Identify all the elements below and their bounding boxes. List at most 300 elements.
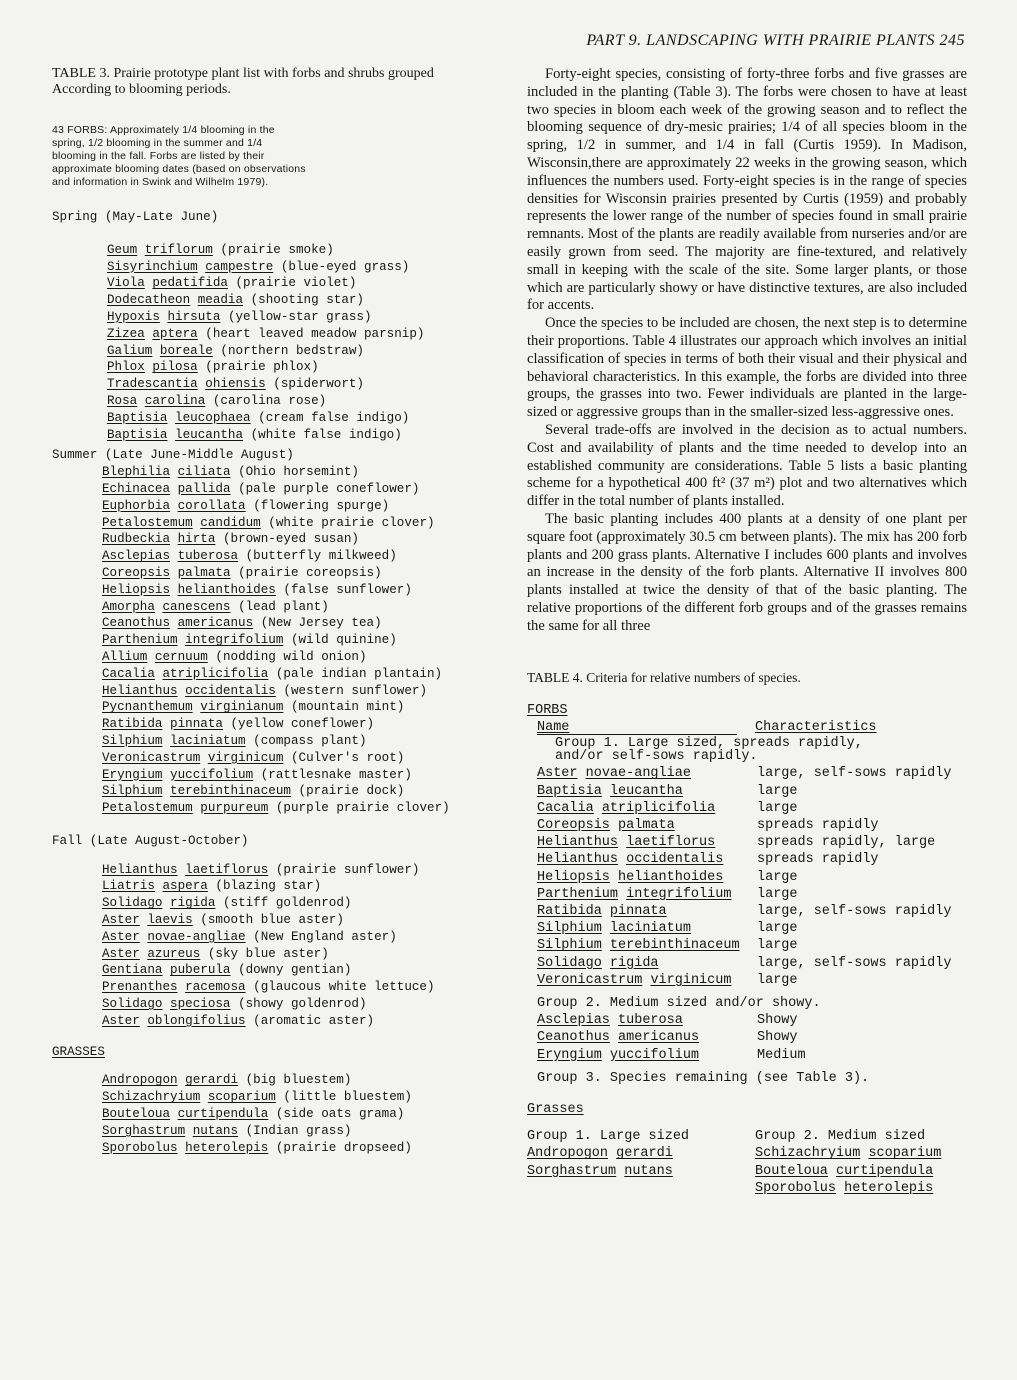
plant-entry: [102, 979, 512, 996]
plant-entry: [102, 615, 512, 632]
plant-species: scoparium: [207, 1090, 276, 1105]
species-epithet: integrifolium: [626, 886, 732, 902]
plant-genus: Petalostemum: [102, 515, 193, 530]
plant-common-name: (mountain mint): [290, 700, 405, 715]
grass-genus: Schizachryium: [755, 1146, 861, 1162]
grass-genus: Sorghastrum: [527, 1163, 617, 1179]
fall-heading: Fall (Late August-October): [52, 833, 249, 848]
plant-common-name: (purple prairie clover): [275, 801, 450, 816]
body-text: [527, 66, 967, 636]
table-row: [537, 834, 967, 851]
plant-species: atriplicifolia: [162, 666, 269, 681]
species-characteristics: large: [757, 886, 798, 902]
plant-entry: [107, 427, 512, 444]
plant-common-name: (blue-eyed grass): [280, 259, 410, 274]
column-characteristics-header: Characteristics: [755, 719, 877, 735]
species-epithet: occidentalis: [626, 852, 724, 868]
plant-genus: Solidago: [102, 896, 163, 911]
intro-line: blooming in the fall. Forbs are listed by their: [52, 150, 265, 162]
plant-genus: Bouteloua: [102, 1107, 171, 1122]
species-characteristics: large: [757, 869, 798, 885]
plant-species: leucantha: [175, 427, 244, 442]
plant-common-name: (prairie sunflower): [275, 862, 420, 877]
plant-entry: [102, 1089, 512, 1106]
plant-genus: Viola: [107, 276, 145, 291]
plant-genus: Pycnanthemum: [102, 700, 193, 715]
plant-genus: Euphorbia: [102, 498, 171, 513]
species-genus: Ratibida: [537, 903, 602, 919]
table-row: [537, 1047, 967, 1064]
species-genus: Cacalia: [537, 800, 594, 816]
plant-genus: Cacalia: [102, 666, 155, 681]
plant-common-name: (stiff goldenrod): [222, 896, 352, 911]
species-genus: Ceanothus: [537, 1030, 610, 1046]
plant-common-name: (aromatic aster): [253, 1013, 375, 1028]
table-3: [52, 66, 512, 1156]
group-1-description: Group 1. Large sized, spreads rapidly,: [555, 735, 863, 751]
plant-common-name: (prairie violet): [235, 276, 357, 291]
plant-entry: [102, 912, 512, 929]
group-1-description-cont: and/or self-sows rapidly.: [555, 749, 758, 765]
plant-common-name: (New England aster): [253, 929, 397, 944]
plant-entry: [102, 515, 512, 532]
plant-genus: Allium: [102, 649, 148, 664]
species-characteristics: Showy: [757, 1030, 798, 1046]
plant-entry: [107, 410, 512, 427]
plant-species: oblongifolius: [147, 1013, 246, 1028]
plant-entry: [102, 996, 512, 1013]
plant-common-name: (prairie dropseed): [275, 1140, 412, 1155]
species-genus: Silphium: [537, 938, 602, 954]
plant-common-name: (downy gentian): [238, 963, 352, 978]
group-2-rows: [537, 1012, 967, 1064]
plant-genus: Zizea: [107, 326, 145, 341]
plant-species: ohiensis: [205, 377, 266, 392]
species-characteristics: large: [757, 938, 798, 954]
table-4-caption: TABLE 4. Criteria for relative numbers of species.: [527, 669, 801, 685]
plant-genus: Aster: [102, 1013, 140, 1028]
plant-genus: Veronicastrum: [102, 750, 201, 765]
plant-entry: [102, 464, 512, 481]
plant-species: virginianum: [200, 700, 284, 715]
plant-genus: Rudbeckia: [102, 532, 171, 547]
species-epithet: leucantha: [609, 783, 683, 799]
species-epithet: tuberosa: [618, 1013, 683, 1029]
species-genus: Parthenium: [537, 886, 619, 902]
plant-species: pallida: [177, 481, 231, 496]
plant-genus: Blephilia: [102, 465, 171, 480]
table-row: [537, 817, 967, 834]
plant-genus: Sorghastrum: [102, 1123, 186, 1138]
plant-entry: [102, 498, 512, 515]
plant-common-name: (northern bedstraw): [220, 343, 364, 358]
table-row: [537, 869, 967, 886]
plant-species: laetiflorus: [185, 862, 269, 877]
plant-entry: [102, 582, 512, 599]
plant-genus: Phlox: [107, 360, 145, 375]
plant-common-name: (New Jersey tea): [260, 616, 382, 631]
plant-entry: [102, 800, 512, 817]
species-characteristics: large, self-sows rapidly: [757, 955, 952, 971]
plant-common-name: (little bluestem): [283, 1090, 412, 1105]
plant-species: tuberosa: [177, 549, 239, 564]
plant-entry: [102, 481, 512, 498]
plant-genus: Aster: [102, 929, 140, 944]
plant-species: palmata: [177, 565, 231, 580]
plant-common-name: (pale indian plantain): [275, 666, 443, 681]
plant-common-name: (smooth blue aster): [200, 913, 344, 928]
plant-species: americanus: [177, 616, 254, 631]
grass-entry: [527, 1145, 755, 1162]
plant-entry: [102, 946, 512, 963]
table-row: [537, 955, 967, 972]
plant-entry: [102, 1140, 512, 1157]
plant-common-name: (shooting star): [250, 293, 364, 308]
species-characteristics: large: [757, 972, 798, 988]
plant-common-name: (carolina rose): [212, 393, 327, 408]
plant-entry: [102, 716, 512, 733]
plant-species: helianthoides: [177, 582, 276, 597]
species-genus: Aster: [537, 766, 578, 782]
plant-species: pedatifida: [152, 276, 228, 291]
grass-species: heterolepis: [844, 1180, 934, 1196]
species-epithet: novae-angliae: [585, 766, 691, 782]
plant-species: candidum: [200, 515, 261, 530]
plant-species: meadia: [197, 293, 244, 308]
plant-common-name: (side oats grama): [275, 1107, 405, 1122]
plant-entry: [102, 750, 512, 767]
plant-species: laevis: [147, 913, 193, 928]
plant-entry: [102, 649, 512, 666]
plant-entry: [102, 962, 512, 979]
spring-plant-list: [107, 242, 512, 444]
plant-common-name: (prairie smoke): [220, 242, 334, 257]
plant-species: aptera: [152, 326, 198, 341]
plant-entry: [102, 1123, 512, 1140]
table-row: [537, 800, 967, 817]
plant-entry: [102, 783, 512, 800]
species-genus: Asclepias: [537, 1013, 610, 1029]
plant-species: novae-angliae: [147, 929, 246, 944]
plant-genus: Eryngium: [102, 767, 163, 782]
plant-common-name: (Culver's root): [290, 750, 405, 765]
grasses-plant-list: [102, 1072, 512, 1156]
table-row: [537, 886, 967, 903]
plant-entry: [107, 309, 512, 326]
grass-genus: Bouteloua: [755, 1163, 828, 1179]
plant-species: leucophaea: [175, 410, 251, 425]
grass-genus: Andropogon: [527, 1146, 609, 1162]
table-3-intro: [52, 124, 512, 189]
grass-entry: [527, 1163, 755, 1180]
plant-entry: [107, 259, 512, 276]
plant-genus: Andropogon: [102, 1073, 178, 1088]
plant-genus: Silphium: [102, 784, 163, 799]
species-characteristics: spreads rapidly: [757, 817, 879, 833]
plant-species: racemosa: [185, 980, 246, 995]
plant-entry: [102, 895, 512, 912]
plant-genus: Heliopsis: [102, 582, 171, 597]
plant-genus: Gentiana: [102, 963, 163, 978]
table-3-caption-line-1: TABLE 3. Prairie prototype plant list with forbs and shrubs grouped: [52, 66, 434, 81]
plant-genus: Liatris: [102, 879, 155, 894]
plant-entry: [102, 632, 512, 649]
group-2-description: Group 2. Medium sized and/or showy.: [537, 995, 821, 1011]
plant-entry: [102, 548, 512, 565]
species-characteristics: large: [757, 921, 798, 937]
plant-common-name: (western sunflower): [283, 683, 427, 698]
plant-species: corollata: [177, 498, 246, 513]
plant-genus: Tradescantia: [107, 377, 198, 392]
plant-species: triflorum: [144, 242, 213, 257]
plant-entry: [102, 1106, 512, 1123]
plant-entry: [107, 376, 512, 393]
plant-entry: [102, 599, 512, 616]
species-characteristics: spreads rapidly: [757, 852, 879, 868]
plant-species: boreale: [159, 343, 213, 358]
plant-common-name: (showy goldenrod): [238, 997, 367, 1012]
body-paragraph: Several trade-offs are involved in the decision as to actual numbers. Cost and availability of plants and the time needed to develop into an established community are considerations. Table 5 lists a basic planting scheme for a hypothetical 400 ft² (37 m²) plot and two alternatives which differ in the total number of plants installed.: [527, 421, 967, 510]
plant-species: terebinthinaceum: [170, 784, 291, 799]
plant-entry: [102, 683, 512, 700]
plant-entry: [107, 393, 512, 410]
species-epithet: laciniatum: [609, 921, 691, 937]
grass-group-2-heading: Group 2. Medium sized: [755, 1129, 926, 1145]
species-characteristics: large: [757, 800, 798, 816]
plant-species: laciniatum: [170, 733, 246, 748]
plant-species: purpureum: [200, 801, 269, 816]
species-genus: Silphium: [537, 921, 602, 937]
species-genus: Veronicastrum: [537, 972, 643, 988]
species-epithet: terebinthinaceum: [609, 938, 740, 954]
plant-species: heterolepis: [185, 1140, 269, 1155]
plant-species: campestre: [205, 259, 274, 274]
species-epithet: laetiflorus: [626, 835, 716, 851]
table-row: [537, 1012, 967, 1029]
species-genus: Helianthus: [537, 835, 619, 851]
fall-plant-list: [102, 862, 512, 1030]
plant-common-name: (rattlesnake master): [260, 767, 412, 782]
species-epithet: rigida: [609, 955, 659, 971]
plant-genus: Echinacea: [102, 481, 171, 496]
plant-common-name: (blazing star): [215, 879, 322, 894]
plant-genus: Solidago: [102, 997, 163, 1012]
plant-species: yuccifolium: [170, 767, 254, 782]
grass-entry: [755, 1180, 941, 1197]
plant-entry: [107, 343, 512, 360]
grass-group-1-heading: Group 1. Large sized: [527, 1129, 690, 1145]
species-characteristics: large, self-sows rapidly: [757, 903, 952, 919]
plant-species: ciliata: [177, 465, 231, 480]
running-header: PART 9. LANDSCAPING WITH PRAIRIE PLANTS 245: [586, 32, 965, 49]
plant-species: speciosa: [170, 997, 231, 1012]
table-3-caption-line-2: According to blooming periods.: [52, 82, 231, 97]
plant-entry: [102, 929, 512, 946]
species-genus: Baptisia: [537, 783, 602, 799]
plant-genus: Silphium: [102, 733, 163, 748]
plant-genus: Baptisia: [107, 427, 168, 442]
species-characteristics: Showy: [757, 1013, 798, 1029]
plant-genus: Sporobolus: [102, 1140, 178, 1155]
plant-entry: [107, 275, 512, 292]
plant-common-name: (prairie dock): [298, 784, 405, 799]
species-epithet: atriplicifolia: [601, 800, 716, 816]
plant-common-name: (flowering spurge): [253, 498, 390, 513]
plant-species: virginicum: [207, 750, 284, 765]
plant-species: curtipendula: [177, 1107, 269, 1122]
plant-common-name: (Ohio horsemint): [238, 465, 359, 480]
plant-genus: Sisyrinchium: [107, 259, 198, 274]
plant-common-name: (yellow-star grass): [227, 309, 372, 324]
plant-entry: [107, 359, 512, 376]
grass-species: gerardi: [616, 1146, 673, 1162]
species-genus: Coreopsis: [537, 817, 610, 833]
grass-genus: Sporobolus: [755, 1180, 837, 1196]
species-epithet: virginicum: [650, 972, 732, 988]
plant-species: cernuum: [154, 649, 208, 664]
plant-entry: [107, 242, 512, 259]
table-row: [537, 765, 967, 782]
plant-genus: Rosa: [107, 393, 138, 408]
plant-genus: Hypoxis: [107, 309, 160, 324]
plant-entry: [102, 1072, 512, 1089]
body-paragraph: The basic planting includes 400 plants at a density of one plant per square foot (approximately 30.5 cm between plants). The mix has 200 forb plants and 200 grass plants. Alternative I includes 600 plants and involves an increase in the density of the forb plants. Alternative II involves 800 plants installed at twice the density of that of the basic planting. The relative proportions of the different forb groups and of the grasses remains the same for all three: [527, 510, 967, 634]
plant-entry: [102, 862, 512, 879]
intro-line: 43 FORBS: Approximately 1/4 blooming in the: [52, 124, 275, 136]
grass-species: curtipendula: [836, 1163, 934, 1179]
plant-species: occidentalis: [185, 683, 276, 698]
group-3-description: Group 3. Species remaining (see Table 3).: [537, 1070, 870, 1086]
plant-common-name: (yellow coneflower): [230, 717, 375, 732]
plant-entry: [102, 733, 512, 750]
plant-genus: Helianthus: [102, 683, 178, 698]
table-row: [537, 903, 967, 920]
species-epithet: americanus: [618, 1030, 700, 1046]
plant-entry: [102, 531, 512, 548]
grasses-heading: GRASSES: [52, 1044, 105, 1059]
plant-entry: [102, 1013, 512, 1030]
plant-species: puberula: [170, 963, 231, 978]
forbs-heading: FORBS: [527, 702, 568, 718]
summer-plant-list: [102, 464, 512, 817]
plant-common-name: (wild quinine): [290, 633, 397, 648]
species-genus: Solidago: [537, 955, 602, 971]
column-name-header: Name: [537, 719, 570, 735]
plant-genus: Aster: [102, 913, 140, 928]
plant-common-name: (white prairie clover): [268, 515, 435, 530]
species-characteristics: Medium: [757, 1047, 806, 1063]
plant-species: azureus: [147, 946, 201, 961]
plant-common-name: (cream false indigo): [258, 410, 410, 425]
plant-entry: [102, 565, 512, 582]
table-row: [537, 1029, 967, 1046]
plant-genus: Prenanthes: [102, 980, 178, 995]
grass-group-1-rows: [527, 1145, 755, 1179]
table-4: [527, 702, 967, 1197]
plant-species: carolina: [144, 393, 206, 408]
group-1-rows: [537, 765, 967, 989]
species-characteristics: large, self-sows rapidly: [757, 766, 952, 782]
table-row: [537, 851, 967, 868]
plant-common-name: (pale purple coneflower): [238, 481, 420, 496]
table-row: [537, 937, 967, 954]
grasses-subheading: Grasses: [527, 1101, 584, 1117]
plant-species: integrifolium: [185, 633, 284, 648]
plant-entry: [107, 326, 512, 343]
plant-genus: Parthenium: [102, 633, 178, 648]
table-row: [537, 783, 967, 800]
spring-heading: Spring (May-Late June): [52, 210, 219, 224]
grass-entry: [755, 1163, 941, 1180]
plant-common-name: (sky blue aster): [207, 946, 329, 961]
species-epithet: yuccifolium: [609, 1047, 700, 1063]
plant-genus: Dodecatheon: [107, 293, 191, 308]
plant-common-name: (lead plant): [238, 599, 329, 614]
plant-common-name: (compass plant): [253, 733, 367, 748]
plant-entry: [107, 292, 512, 309]
plant-species: rigida: [170, 896, 216, 911]
plant-species: aspera: [162, 879, 208, 894]
plant-species: hirta: [177, 532, 216, 547]
species-epithet: palmata: [618, 817, 675, 833]
species-epithet: pinnata: [609, 903, 667, 919]
plant-species: pilosa: [152, 360, 198, 375]
plant-genus: Helianthus: [102, 862, 178, 877]
intro-line: and information in Swink and Wilhelm 1979).: [52, 176, 269, 188]
plant-entry: [102, 666, 512, 683]
plant-genus: Schizachryium: [102, 1090, 201, 1105]
plant-genus: Amorpha: [102, 599, 155, 614]
plant-species: nutans: [192, 1123, 239, 1138]
plant-genus: Coreopsis: [102, 565, 171, 580]
species-epithet: helianthoides: [618, 869, 724, 885]
plant-entry: [102, 878, 512, 895]
species-genus: Helianthus: [537, 852, 619, 868]
grass-group-2-rows: [755, 1145, 941, 1197]
plant-common-name: (brown-eyed susan): [222, 532, 359, 547]
species-genus: Eryngium: [537, 1047, 602, 1063]
plant-common-name: (prairie phlox): [205, 360, 319, 375]
plant-genus: Aster: [102, 946, 140, 961]
grass-species: scoparium: [868, 1146, 942, 1162]
summer-heading: Summer (Late June-Middle August): [52, 448, 294, 463]
plant-common-name: (butterfly milkweed): [245, 549, 397, 564]
plant-common-name: (spiderwort): [273, 377, 364, 392]
intro-line: approximate blooming dates (based on observations: [52, 163, 306, 175]
plant-genus: Petalostemum: [102, 801, 193, 816]
plant-entry: [102, 699, 512, 716]
body-paragraph: Forty-eight species, consisting of forty-three forbs and five grasses are included in the planting (Table 3). The forbs were chosen to have at least two species in bloom each week of the growing season and to reflect the blooming sequence of dry-mesic prairies; 1/4 of all species bloom in the spring, 1/2 in summer, and 1/4 in fall (Curtis 1959). In Madison, Wisconsin,there are approximately 22 weeks in the growing season, which influences the numbers used. Forty-eight species is in the range of species densities for Wisconsin prairies presented by Curtis (1959) and probably represents the lower range of the number of species found in small prairie remnants. Most of the plants are readily available from nurseries and/or are easily grown from seed. The majority are fine-textured, and relatively small in keeping with the scale of the site. Some larger plants, or those which are particularly showy or have distinctive textures, are also included for accents.: [527, 66, 967, 314]
plant-common-name: (glaucous white lettuce): [253, 980, 435, 995]
species-characteristics: spreads rapidly, large: [757, 835, 936, 851]
plant-species: hirsuta: [167, 309, 221, 324]
body-paragraph: Once the species to be included are chosen, the next step is to determine their proportions. Table 4 illustrates our approach which involves an initial classification of species in terms of both their visual and their physical and behavioral characteristics. In this example, the forbs are divided into three groups, the grasses into two. Fewer individuals are planted in the large-sized or aggressive groups than in the smaller-sized less-aggressive ones.: [527, 315, 967, 421]
plant-common-name: (false sunflower): [283, 582, 412, 597]
plant-species: pinnata: [170, 717, 223, 732]
grass-entry: [755, 1145, 941, 1162]
plant-common-name: (heart leaved meadow parsnip): [205, 326, 425, 341]
plant-species: canescens: [162, 599, 231, 614]
species-characteristics: large: [757, 783, 798, 799]
table-row: [537, 972, 967, 989]
plant-common-name: (prairie coreopsis): [238, 565, 382, 580]
plant-genus: Asclepias: [102, 549, 171, 564]
intro-line: spring, 1/2 blooming in the summer and 1/4: [52, 137, 263, 149]
plant-common-name: (nodding wild onion): [215, 649, 367, 664]
plant-genus: Baptisia: [107, 410, 168, 425]
plant-genus: Galium: [107, 343, 153, 358]
grass-species: nutans: [624, 1163, 673, 1179]
